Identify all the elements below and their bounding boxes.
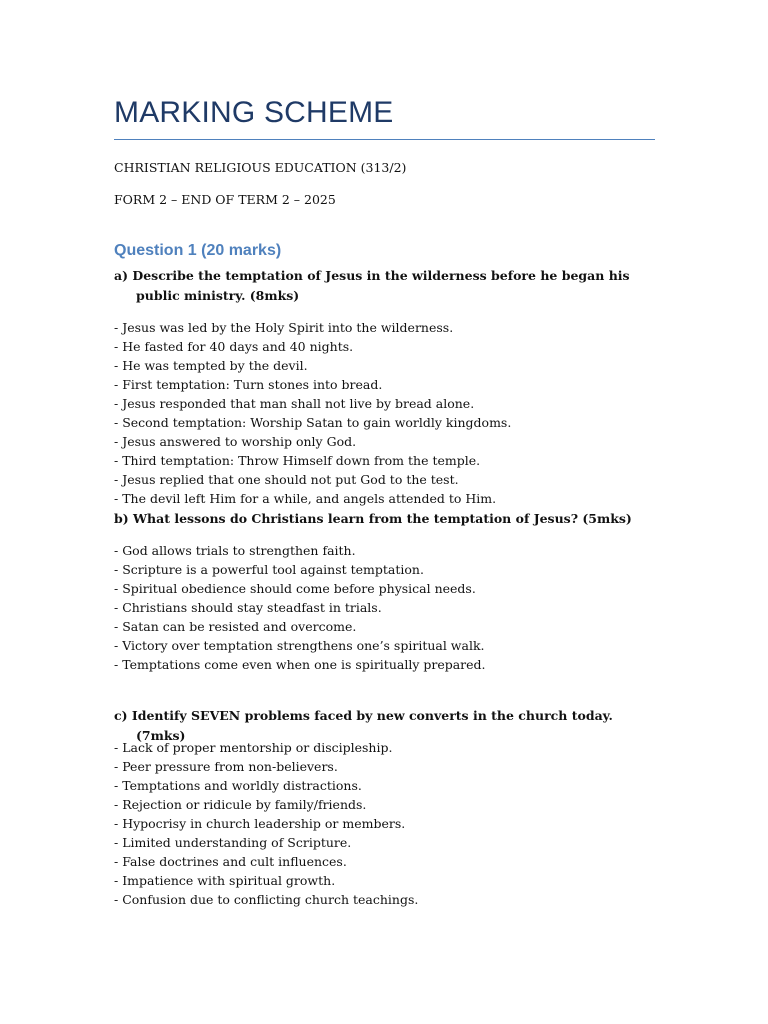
answer-item: - Spiritual obedience should come before physical needs. bbox=[114, 581, 476, 596]
answer-item: - False doctrines and cult influences. bbox=[114, 854, 347, 869]
subject-line: CHRISTIAN RELIGIOUS EDUCATION (313/2) bbox=[114, 160, 407, 175]
answer-item: - He fasted for 40 days and 40 nights. bbox=[114, 339, 354, 354]
answer-item: - Third temptation: Throw Himself down from the temple. bbox=[114, 453, 481, 468]
answer-item: - Limited understanding of Scripture. bbox=[114, 835, 352, 850]
answer-item: - Victory over temptation strengthens one’s spiritual walk. bbox=[114, 638, 485, 653]
question-1a-prompt: a) Describe the temptation of Jesus in the wilderness before he began his public ministry. (8mks) bbox=[114, 268, 630, 303]
answer-item: - Scripture is a powerful tool against temptation. bbox=[114, 562, 424, 577]
answer-item: - Lack of proper mentorship or discipleship. bbox=[114, 740, 393, 755]
answer-item: - Peer pressure from non-believers. bbox=[114, 759, 338, 774]
title-underline bbox=[114, 139, 655, 140]
answer-item: - Jesus responded that man shall not live by bread alone. bbox=[114, 396, 475, 411]
answer-item: - Hypocrisy in church leadership or members. bbox=[114, 816, 406, 831]
answer-item: - Temptations come even when one is spiritually prepared. bbox=[114, 657, 486, 672]
answer-item: - Rejection or ridicule by family/friends. bbox=[114, 797, 367, 812]
answer-item: - Christians should stay steadfast in trials. bbox=[114, 600, 382, 615]
answer-item: - He was tempted by the devil. bbox=[114, 358, 308, 373]
answer-item: - Temptations and worldly distractions. bbox=[114, 778, 362, 793]
question-1c-prompt: c) Identify SEVEN problems faced by new converts in the church today. (7mks) bbox=[114, 708, 613, 743]
answer-item: - First temptation: Turn stones into bread. bbox=[114, 377, 383, 392]
question-1b-prompt: b) What lessons do Christians learn from the temptation of Jesus? (5mks) bbox=[114, 511, 632, 526]
answer-item: - Jesus replied that one should not put God to the test. bbox=[114, 472, 459, 487]
form-term-line: FORM 2 – END OF TERM 2 – 2025 bbox=[114, 192, 336, 207]
answer-item: - Jesus was led by the Holy Spirit into the wilderness. bbox=[114, 320, 454, 335]
answer-item: - Jesus answered to worship only God. bbox=[114, 434, 357, 449]
question-1-heading: Question 1 (20 marks) bbox=[114, 242, 282, 259]
answer-item: - Impatience with spiritual growth. bbox=[114, 873, 336, 888]
question-1c-answers bbox=[114, 738, 418, 909]
answer-item: - Second temptation: Worship Satan to gain worldly kingdoms. bbox=[114, 415, 512, 430]
answer-item: - Confusion due to conflicting church teachings. bbox=[114, 892, 419, 907]
document-title: MARKING SCHEME bbox=[114, 96, 394, 129]
answer-item: - The devil left Him for a while, and angels attended to Him. bbox=[114, 491, 497, 506]
question-1a-answers bbox=[114, 318, 511, 508]
question-1b-answers bbox=[114, 541, 486, 674]
answer-item: - God allows trials to strengthen faith. bbox=[114, 543, 356, 558]
answer-item: - Satan can be resisted and overcome. bbox=[114, 619, 357, 634]
